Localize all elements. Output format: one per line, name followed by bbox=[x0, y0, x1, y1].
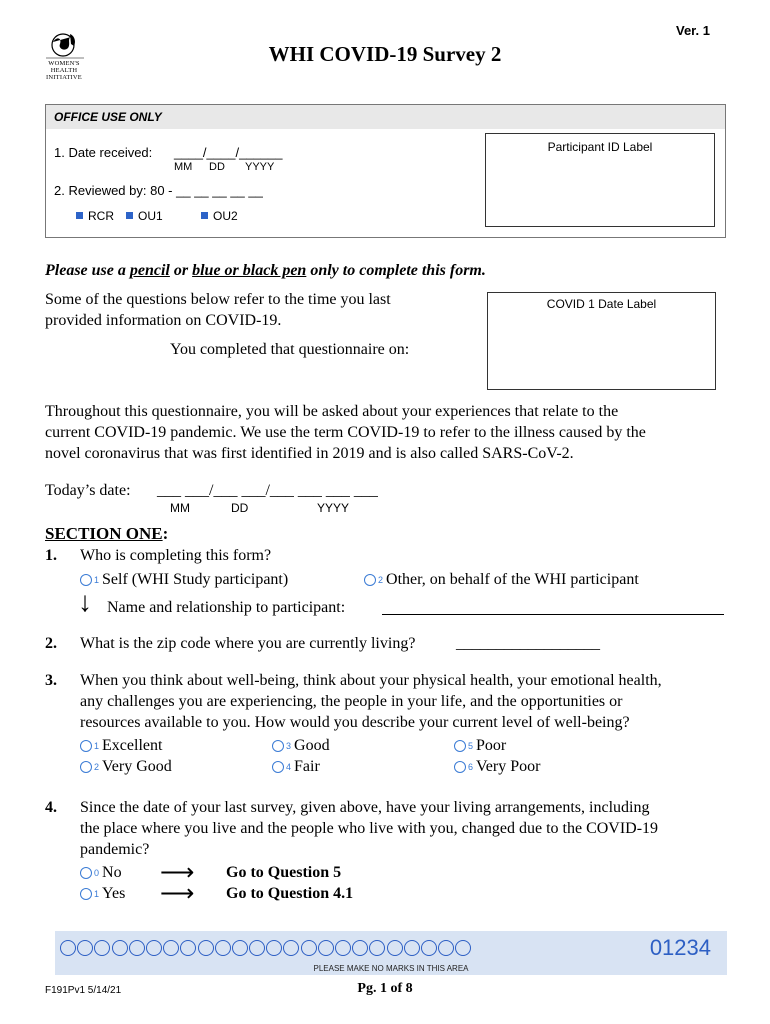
radio-icon[interactable] bbox=[80, 867, 92, 879]
radio-icon[interactable] bbox=[364, 574, 376, 586]
scan-bubble bbox=[215, 940, 231, 956]
completed-text: You completed that questionnaire on: bbox=[170, 341, 410, 358]
scan-bubble bbox=[387, 940, 403, 956]
radio-icon[interactable] bbox=[80, 888, 92, 900]
scan-bubble bbox=[146, 940, 162, 956]
q4-goto-5: Go to Question 5 bbox=[226, 864, 342, 881]
radio-icon[interactable] bbox=[80, 740, 92, 752]
checkbox-ou2[interactable]: OU2 bbox=[201, 209, 238, 223]
participant-id-label: Participant ID Label bbox=[547, 140, 653, 154]
scan-bubble bbox=[455, 940, 471, 956]
todays-date-label: Today’s date: bbox=[45, 482, 131, 499]
date-part-dd: DD bbox=[209, 161, 225, 173]
covid-date-label-box bbox=[487, 292, 716, 390]
date-received-blanks[interactable]: ____/____/______ bbox=[174, 145, 283, 160]
q1-followup-input[interactable] bbox=[382, 614, 724, 615]
scan-bubble bbox=[163, 940, 179, 956]
form-id: F191Pv1 5/14/21 bbox=[45, 985, 122, 996]
q2-number: 2. bbox=[45, 635, 57, 652]
radio-icon[interactable] bbox=[80, 574, 92, 586]
participant-id-label-box bbox=[485, 133, 715, 227]
q1-text: Who is completing this form? bbox=[80, 547, 272, 564]
q1-option-self[interactable]: 1 Self (WHI Study participant) bbox=[80, 569, 288, 591]
today-part-yyyy: YYYY bbox=[317, 501, 350, 515]
instructions: Please use a pencil or blue or black pen only to complete this form. bbox=[45, 262, 486, 279]
date-part-yyyy: YYYY bbox=[245, 161, 275, 173]
scan-bubble bbox=[283, 940, 299, 956]
intro-paragraph: Throughout this questionnaire, you will be asked about your experiences that relate to the current COVID-19 pandemic. We use the term COVID-19 to refer to the illness caused by the novel coronavirus that was first identified in 2019 and is also called SARS-CoV-2. bbox=[45, 403, 646, 462]
reviewed-by-label: 2. Reviewed by: 80 - __ __ __ __ __ bbox=[54, 183, 263, 198]
radio-icon[interactable] bbox=[454, 761, 466, 773]
office-use-box bbox=[45, 104, 726, 238]
bubble-row bbox=[60, 940, 473, 961]
q3-text: When you think about well-being, think about your physical health, your emotional health, any challenges you are experiencing, the people in your life, and the opportunities or resources available to you. How would you describe your current level of well-being? bbox=[80, 672, 662, 731]
scan-bubble bbox=[318, 940, 334, 956]
q1-option-other[interactable]: 2 Other, on behalf of the WHI participant bbox=[364, 569, 639, 591]
q2-text: What is the zip code where you are currently living? bbox=[80, 635, 416, 652]
q1-followup-label: Name and relationship to participant: bbox=[107, 599, 346, 616]
page-title: WHI COVID-19 Survey 2 bbox=[268, 42, 502, 66]
radio-icon[interactable] bbox=[272, 761, 284, 773]
scan-bubble bbox=[180, 940, 196, 956]
q3-option-fair[interactable]: 4 Fair bbox=[272, 756, 320, 778]
checkbox-rcr[interactable]: RCR bbox=[76, 209, 114, 223]
arrow-down-icon: ↓ bbox=[78, 587, 92, 618]
q4-text: Since the date of your last survey, given above, have your living arrangements, including the place where you live and the people who live with you, changed due to the COVID-19 pandemic? bbox=[80, 799, 659, 858]
scan-bubble bbox=[60, 940, 76, 956]
version-label: Ver. 1 bbox=[676, 23, 710, 38]
page-number: Pg. 1 of 8 bbox=[357, 981, 413, 996]
intro-text: Some of the questions below refer to the time you last provided information on COVID-19. bbox=[45, 291, 391, 329]
q4-option-yes[interactable]: 1 Yes bbox=[80, 883, 125, 905]
scan-bubble bbox=[301, 940, 317, 956]
scan-bubble bbox=[112, 940, 128, 956]
q1-number: 1. bbox=[45, 547, 57, 564]
today-part-mm: MM bbox=[170, 501, 190, 515]
scan-bubble bbox=[352, 940, 368, 956]
scan-strip bbox=[55, 931, 727, 975]
scan-bubble bbox=[232, 940, 248, 956]
q3-option-poor[interactable]: 5 Poor bbox=[454, 735, 506, 757]
scan-bubble bbox=[369, 940, 385, 956]
arrow-right-icon: ⟶ bbox=[160, 881, 195, 907]
q3-option-good[interactable]: 3 Good bbox=[272, 735, 330, 757]
checkbox-square bbox=[76, 212, 83, 219]
section-heading: SECTION ONE: bbox=[45, 524, 169, 543]
logo-text: WOMEN'S HEALTH INITIATIVE bbox=[46, 60, 82, 81]
q3-option-excellent[interactable]: 1 Excellent bbox=[80, 735, 162, 757]
scan-bubble bbox=[266, 940, 282, 956]
radio-icon[interactable] bbox=[454, 740, 466, 752]
scan-code: 01234 bbox=[649, 935, 711, 960]
scan-bubble bbox=[77, 940, 93, 956]
q4-option-no[interactable]: 0 No bbox=[80, 862, 122, 884]
q4-number: 4. bbox=[45, 799, 57, 816]
checkbox-square bbox=[201, 212, 208, 219]
q2-zip-input[interactable]: __________________ bbox=[456, 635, 600, 652]
today-part-dd: DD bbox=[231, 501, 249, 515]
no-marks-notice: PLEASE MAKE NO MARKS IN THIS AREA bbox=[313, 964, 469, 973]
covid-date-label: COVID 1 Date Label bbox=[546, 297, 657, 311]
radio-icon[interactable] bbox=[272, 740, 284, 752]
scan-bubble bbox=[129, 940, 145, 956]
arrow-right-icon: ⟶ bbox=[160, 860, 195, 886]
scan-bubble bbox=[335, 940, 351, 956]
scan-bubble bbox=[421, 940, 437, 956]
date-part-mm: MM bbox=[174, 161, 193, 173]
scan-bubble bbox=[404, 940, 420, 956]
scan-bubble bbox=[198, 940, 214, 956]
scan-bubble bbox=[94, 940, 110, 956]
scan-bubble bbox=[249, 940, 265, 956]
todays-date-input[interactable]: ___ ___/___ ___/___ ___ ___ ___ bbox=[157, 482, 378, 499]
scan-bubble bbox=[438, 940, 454, 956]
date-received-label: 1. Date received: bbox=[54, 145, 153, 160]
q3-number: 3. bbox=[45, 672, 57, 689]
q3-option-very-good[interactable]: 2 Very Good bbox=[80, 756, 172, 778]
office-heading: OFFICE USE ONLY bbox=[54, 110, 162, 124]
q4-goto-4-1: Go to Question 4.1 bbox=[226, 885, 354, 902]
checkbox-square bbox=[126, 212, 133, 219]
checkbox-ou1[interactable]: OU1 bbox=[126, 209, 163, 223]
radio-icon[interactable] bbox=[80, 761, 92, 773]
q3-option-very-poor[interactable]: 6 Very Poor bbox=[454, 756, 540, 778]
